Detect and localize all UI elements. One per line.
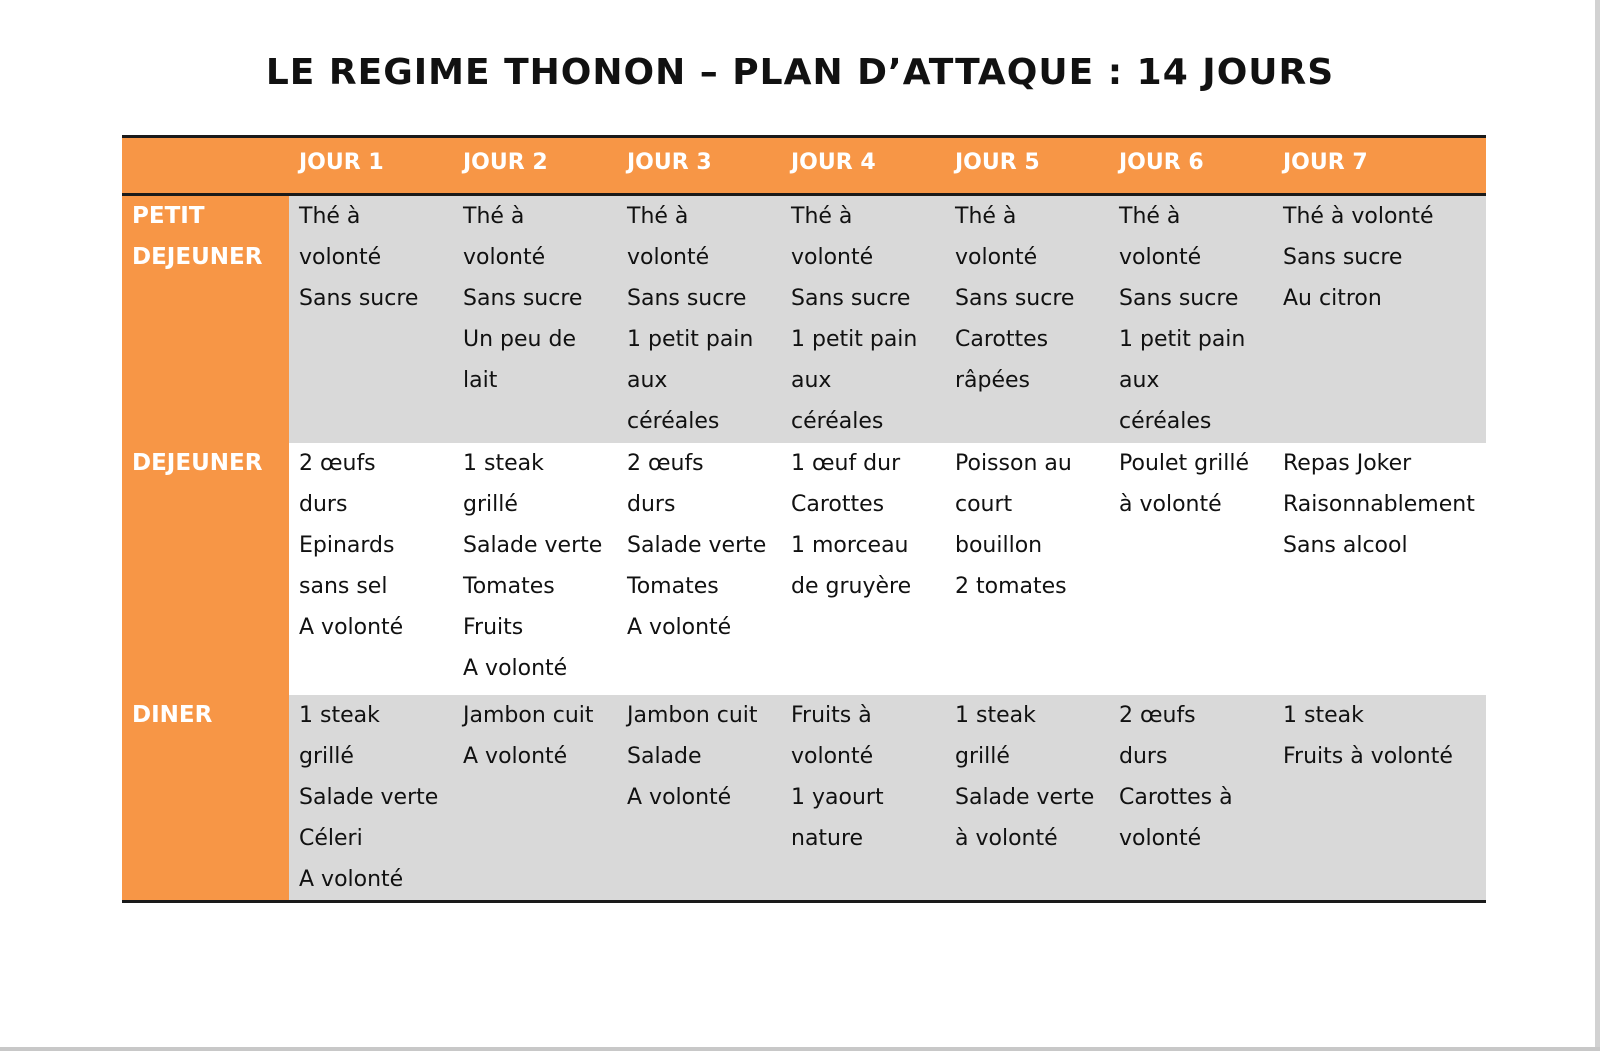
cell-line: Sans alcool — [1283, 532, 1408, 558]
cell-line: A volonté — [299, 866, 404, 892]
cell-line: Thé à — [463, 204, 525, 229]
cell-line: Un peu de — [463, 327, 576, 352]
cell-line: Jambon cuit — [463, 702, 594, 728]
cell-line: volonté — [955, 245, 1038, 270]
cell-line: volonté — [1119, 245, 1202, 270]
cell-line: 1 yaourt — [791, 784, 884, 810]
cell-line: Sans sucre — [955, 286, 1075, 311]
cell-line: 2 œufs — [1119, 702, 1196, 728]
cell-line: Thé à — [955, 204, 1017, 229]
cell-line: Thé à — [299, 204, 361, 229]
header-day-5: JOUR 5 — [945, 137, 1109, 195]
cell-line: 1 petit pain — [627, 327, 754, 352]
table-cell-breakfast-day-2 — [453, 195, 617, 443]
table-cell-dinner-day-5 — [945, 695, 1109, 902]
cell-line: Fruits à — [791, 702, 872, 728]
table-cell-dinner-day-6 — [1109, 695, 1273, 902]
cell-line: de gruyère — [791, 573, 912, 599]
cell-line: volonté — [299, 245, 382, 270]
cell-line: Sans sucre — [791, 286, 911, 311]
cell-line: à volonté — [1119, 491, 1222, 517]
cell-line: A volonté — [627, 784, 732, 810]
table-cell-dinner-day-1 — [289, 695, 453, 902]
cell-line: volonté — [1119, 825, 1202, 851]
cell-line: Fruits — [463, 614, 524, 640]
cell-line: Repas Joker — [1283, 450, 1412, 476]
table-header-row — [122, 137, 1486, 195]
cell-line: volonté — [791, 743, 874, 769]
cell-line: à volonté — [955, 825, 1058, 851]
cell-line: A volonté — [463, 743, 568, 769]
cell-line: A volonté — [299, 614, 404, 640]
meal-label-line: PETIT — [132, 203, 205, 229]
cell-line: aux — [791, 368, 832, 393]
cell-line: aux — [1119, 368, 1160, 393]
cell-line: grillé — [299, 743, 354, 769]
table-cell-breakfast-day-4 — [781, 195, 945, 443]
meal-label-line: DEJEUNER — [132, 449, 263, 476]
cell-line: court — [955, 491, 1013, 517]
meal-label-line: DINER — [132, 701, 213, 728]
cell-line: durs — [299, 491, 348, 517]
cell-line: 1 steak — [463, 450, 544, 476]
page-bottom-edge — [0, 1047, 1600, 1051]
page-right-edge — [1595, 0, 1600, 1051]
cell-line: Thé à volonté — [1283, 204, 1434, 229]
table-cell-breakfast-day-7 — [1273, 195, 1486, 443]
cell-line: Salade verte — [955, 784, 1095, 810]
cell-line: durs — [1119, 743, 1168, 769]
cell-line: A volonté — [627, 614, 732, 640]
cell-line: 1 œuf dur — [791, 450, 901, 476]
table-cell-dinner-day-3 — [617, 695, 781, 902]
header-day-4: JOUR 4 — [781, 137, 945, 195]
cell-line: céréales — [791, 409, 884, 434]
cell-line: nature — [791, 825, 864, 851]
cell-line: 1 petit pain — [1119, 327, 1246, 352]
cell-line: Tomates — [463, 573, 555, 599]
cell-line: 1 steak — [955, 702, 1036, 728]
cell-line: 2 œufs — [299, 450, 376, 476]
cell-line: 1 steak — [1283, 702, 1364, 728]
cell-line: Poulet grillé — [1119, 450, 1250, 476]
meal-label-breakfast — [122, 195, 289, 443]
cell-line: céréales — [1119, 409, 1212, 434]
cell-line: sans sel — [299, 573, 388, 599]
meal-label-dinner — [122, 695, 289, 902]
cell-line: Carottes — [791, 491, 885, 517]
cell-line: durs — [627, 491, 676, 517]
table-cell-lunch-day-3 — [617, 443, 781, 695]
table-row-lunch — [122, 443, 1486, 695]
cell-line: bouillon — [955, 532, 1043, 558]
cell-line: Au citron — [1283, 286, 1382, 311]
cell-line: Carottes à — [1119, 784, 1233, 810]
header-day-2: JOUR 2 — [453, 137, 617, 195]
cell-line: Sans sucre — [1119, 286, 1239, 311]
table-cell-lunch-day-4 — [781, 443, 945, 695]
cell-line: 1 morceau — [791, 532, 909, 558]
cell-line: 1 petit pain — [791, 327, 918, 352]
cell-line: Poisson au — [955, 450, 1072, 476]
table-cell-dinner-day-2 — [453, 695, 617, 902]
cell-line: céréales — [627, 409, 720, 434]
table-cell-lunch-day-1 — [289, 443, 453, 695]
table-row-breakfast — [122, 195, 1486, 443]
cell-line: volonté — [627, 245, 710, 270]
cell-line: lait — [463, 368, 498, 393]
cell-line: volonté — [463, 245, 546, 270]
cell-line: grillé — [955, 743, 1010, 769]
header-day-6: JOUR 6 — [1109, 137, 1273, 195]
cell-line: Thé à — [791, 204, 853, 229]
meal-label-line: DEJEUNER — [132, 244, 263, 270]
cell-line: Thé à — [1119, 204, 1181, 229]
cell-line: Céleri — [299, 825, 363, 851]
table-cell-breakfast-day-6 — [1109, 195, 1273, 443]
cell-line: Sans sucre — [1283, 245, 1403, 270]
cell-line: Sans sucre — [627, 286, 747, 311]
header-day-7: JOUR 7 — [1273, 137, 1486, 195]
page-title: LE REGIME THONON – PLAN D’ATTAQUE : 14 JOURS — [265, 52, 1335, 93]
cell-line: Salade verte — [627, 532, 767, 558]
table-cell-lunch-day-2 — [453, 443, 617, 695]
table-cell-dinner-day-4 — [781, 695, 945, 902]
table-cell-dinner-day-7 — [1273, 695, 1486, 902]
cell-line: Fruits à volonté — [1283, 743, 1453, 769]
cell-line: 2 tomates — [955, 573, 1067, 599]
table-cell-lunch-day-6 — [1109, 443, 1273, 695]
cell-line: aux — [627, 368, 668, 393]
cell-line: grillé — [463, 491, 518, 517]
cell-line: 2 œufs — [627, 450, 704, 476]
cell-line: A volonté — [463, 655, 568, 681]
cell-line: Epinards — [299, 532, 395, 558]
cell-line: volonté — [791, 245, 874, 270]
meal-label-lunch — [122, 443, 289, 695]
cell-line: 1 steak — [299, 702, 380, 728]
table-cell-breakfast-day-3 — [617, 195, 781, 443]
cell-line: Thé à — [627, 204, 689, 229]
table-cell-breakfast-day-5 — [945, 195, 1109, 443]
cell-line: Salade verte — [463, 532, 603, 558]
cell-line: Tomates — [627, 573, 719, 599]
cell-line: Salade — [627, 743, 702, 769]
cell-line: râpées — [955, 368, 1031, 393]
meal-plan-table — [122, 135, 1486, 903]
header-day-1: JOUR 1 — [289, 137, 453, 195]
table-cell-breakfast-day-1 — [289, 195, 453, 443]
cell-line: Carottes — [955, 327, 1049, 352]
header-corner — [122, 137, 289, 195]
table-cell-lunch-day-7 — [1273, 443, 1486, 695]
cell-line: Raisonnablement — [1283, 491, 1475, 517]
cell-line: Salade verte — [299, 784, 439, 810]
table-cell-lunch-day-5 — [945, 443, 1109, 695]
table-row-dinner — [122, 695, 1486, 902]
header-day-3: JOUR 3 — [617, 137, 781, 195]
cell-line: Sans sucre — [463, 286, 583, 311]
cell-line: Sans sucre — [299, 286, 419, 311]
cell-line: Jambon cuit — [627, 702, 758, 728]
